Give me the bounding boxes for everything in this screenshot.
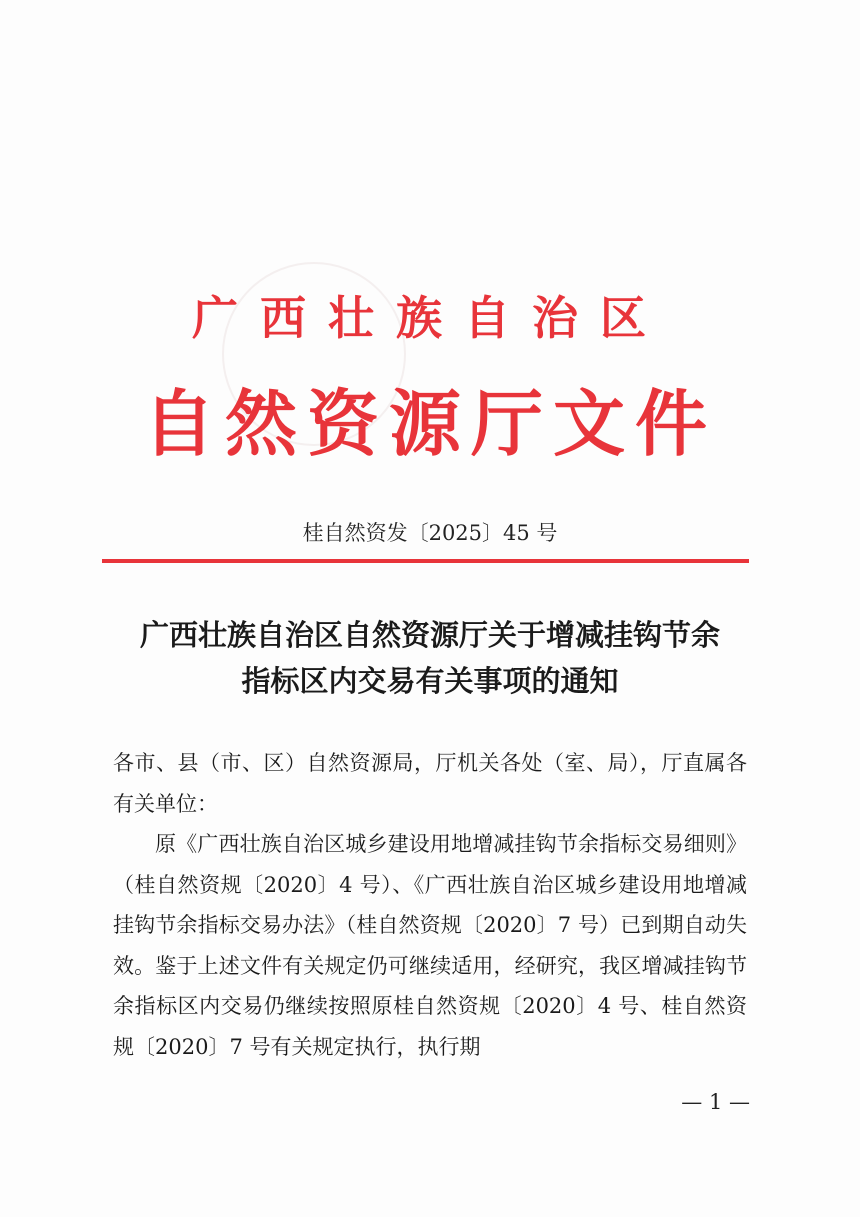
document-body: [113, 743, 747, 1067]
body-paragraph: 原《广西壮族自治区城乡建设用地增减挂钩节余指标交易细则》（桂自然资规〔2020〕4 号）、《广西壮族自治区城乡建设用地增减挂钩节余指标交易办法》（桂自然资规〔2020〕7 号）已到期自动失效。鉴于上述文件有关规定仍可继续适用，经研究，我区增减挂钩节余指标区内交易仍继续按照原桂自然资规〔2020〕4 号、桂自然资规〔2020〕7 号有关规定执行，执行期: [113, 832, 747, 1059]
page-number: — 1 —: [681, 1090, 750, 1114]
title-line-2: 指标区内交易有关事项的通知: [241, 664, 619, 698]
salutation: 各市、县（市、区）自然资源局，厅机关各处（室、局），厅直属各有关单位：: [113, 751, 747, 816]
red-separator-line: [102, 559, 749, 563]
title-line-1: 广西壮族自治区自然资源厅关于增减挂钩节余: [139, 618, 720, 652]
document-number: 桂自然资发〔2025〕45 号: [302, 521, 558, 545]
issuer-name: 广西壮族自治区: [192, 291, 668, 345]
issuer-document-heading: 自然资源厅文件: [142, 381, 717, 466]
document-title: [80, 612, 780, 704]
